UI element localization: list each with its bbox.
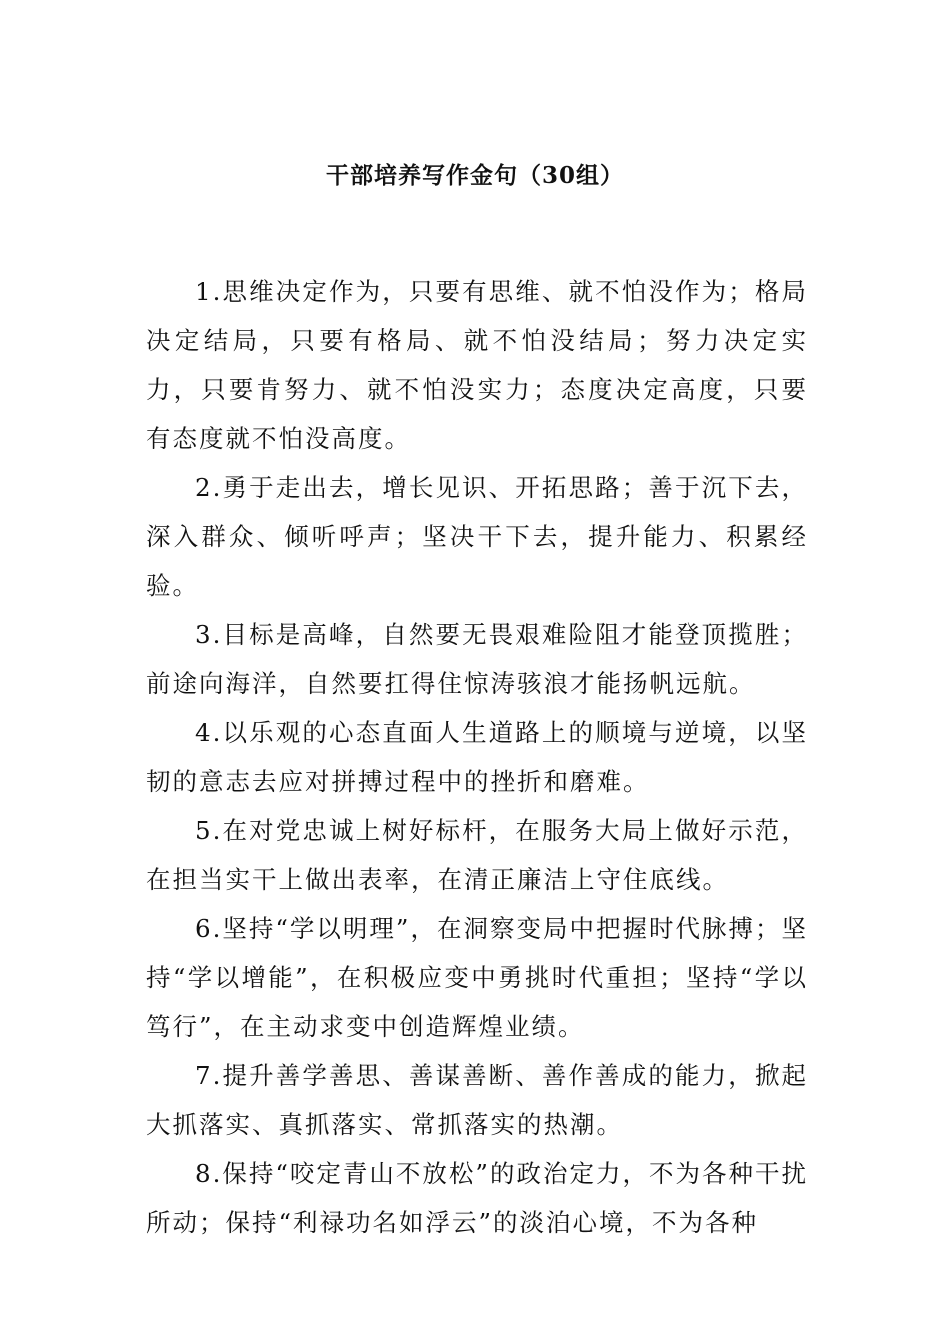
paragraph-4: 4.以乐观的心态直面人生道路上的顺境与逆境，以坚韧的意志去应对拼搏过程中的挫折和磨难。 <box>146 718 808 796</box>
paragraph-6: 6.坚持“学以明理”，在洞察变局中把握时代脉搏；坚持“学以增能”，在积极应变中勇挑时代重担；坚持“学以笃行”，在主动求变中创造辉煌业绩。 <box>146 914 808 1041</box>
paragraph-7: 7.提升善学善思、善谋善断、善作善成的能力，掀起大抓落实、真抓落实、常抓落实的热潮。 <box>146 1061 808 1139</box>
document-title: 干部培养写作金句（30组） <box>325 162 624 189</box>
document-body <box>146 267 808 1247</box>
paragraph-2: 2.勇于走出去，增长见识、开拓思路；善于沉下去，深入群众、倾听呼声；坚决干下去，提升能力、积累经验。 <box>146 473 808 600</box>
paragraph-5: 5.在对党忠诚上树好标杆，在服务大局上做好示范，在担当实干上做出表率，在清正廉洁上守住底线。 <box>146 816 808 894</box>
paragraph-8: 8.保持“咬定青山不放松”的政治定力，不为各种干扰所动；保持“利禄功名如浮云”的淡泊心境，不为各种 <box>146 1159 808 1237</box>
paragraph-1: 1.思维决定作为，只要有思维、就不怕没作为；格局决定结局，只要有格局、就不怕没结局；努力决定实力，只要肯努力、就不怕没实力；态度决定高度，只要有态度就不怕没高度。 <box>146 277 808 453</box>
paragraph-3: 3.目标是高峰，自然要无畏艰难险阻才能登顶揽胜；前途向海洋，自然要扛得住惊涛骇浪才能扬帆远航。 <box>146 620 808 698</box>
